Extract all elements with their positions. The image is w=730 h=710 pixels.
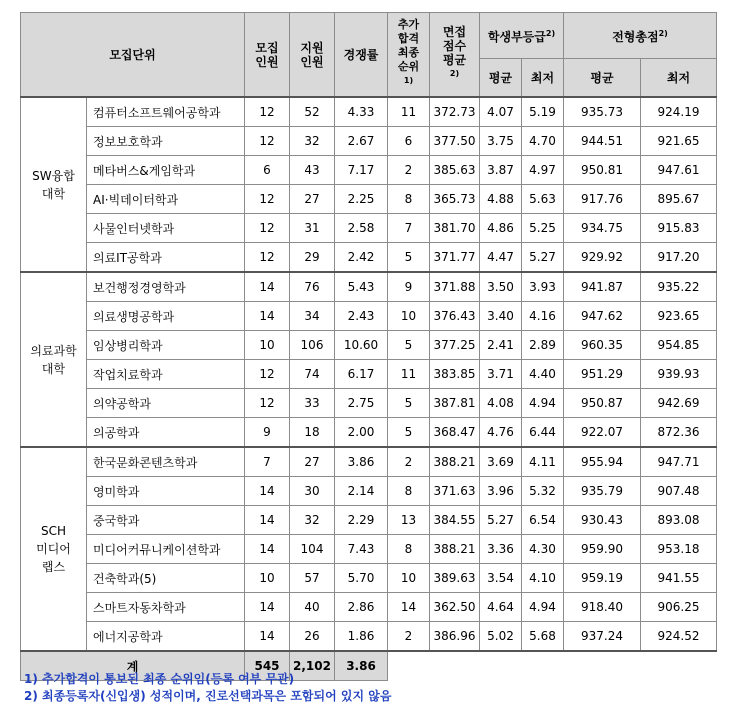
cell-interview: 377.50	[430, 127, 480, 156]
cell-interview: 372.73	[430, 97, 480, 127]
cell-total-min: 893.08	[641, 506, 717, 535]
major-name: 정보보호학과	[87, 127, 245, 156]
cell-apply: 32	[290, 127, 335, 156]
cell-grade-min: 5.32	[522, 477, 564, 506]
cell-grade-min: 4.97	[522, 156, 564, 185]
cell-ratio: 2.86	[335, 593, 388, 622]
major-name: 영미학과	[87, 477, 245, 506]
cell-rank: 7	[388, 214, 430, 243]
table-row	[21, 535, 717, 564]
cell-grade-min: 6.44	[522, 418, 564, 448]
cell-grade-min: 4.94	[522, 389, 564, 418]
cell-rank: 11	[388, 97, 430, 127]
cell-grade-avg: 3.71	[480, 360, 522, 389]
cell-grade-min: 4.40	[522, 360, 564, 389]
cell-grade-min: 4.70	[522, 127, 564, 156]
table-header	[21, 13, 717, 98]
cell-recruit: 12	[245, 127, 290, 156]
cell-interview: 386.96	[430, 622, 480, 652]
cell-total-min: 939.93	[641, 360, 717, 389]
cell-total-avg: 930.43	[564, 506, 641, 535]
cell-recruit: 12	[245, 185, 290, 214]
cell-grade-min: 3.93	[522, 272, 564, 302]
major-name: 컴퓨터소프트웨어공학과	[87, 97, 245, 127]
cell-grade-avg: 3.75	[480, 127, 522, 156]
cell-apply: 57	[290, 564, 335, 593]
cell-rank: 5	[388, 331, 430, 360]
cell-apply: 52	[290, 97, 335, 127]
cell-interview: 368.47	[430, 418, 480, 448]
cell-total-min: 907.48	[641, 477, 717, 506]
cell-total-avg: 922.07	[564, 418, 641, 448]
major-name: 메타버스&게임학과	[87, 156, 245, 185]
cell-grade-avg: 4.64	[480, 593, 522, 622]
cell-apply: 18	[290, 418, 335, 448]
cell-apply: 76	[290, 272, 335, 302]
cell-total-avg: 960.35	[564, 331, 641, 360]
cell-ratio: 7.43	[335, 535, 388, 564]
cell-apply: 27	[290, 185, 335, 214]
cell-apply: 106	[290, 331, 335, 360]
cell-grade-avg: 3.96	[480, 477, 522, 506]
cell-rank: 5	[388, 418, 430, 448]
table-row	[21, 477, 717, 506]
college-name: SCH 미디어 랩스	[21, 447, 87, 651]
cell-total-avg: 955.94	[564, 447, 641, 477]
cell-rank: 2	[388, 447, 430, 477]
cell-recruit: 14	[245, 477, 290, 506]
cell-ratio: 2.00	[335, 418, 388, 448]
major-name: 임상병리학과	[87, 331, 245, 360]
cell-interview: 384.55	[430, 506, 480, 535]
header-grade-avg: 평균	[480, 59, 522, 98]
cell-recruit: 14	[245, 506, 290, 535]
college-name: SW융합 대학	[21, 97, 87, 272]
cell-interview: 376.43	[430, 302, 480, 331]
cell-total-min: 924.52	[641, 622, 717, 652]
table-row	[21, 272, 717, 302]
college-name: 의료과학 대학	[21, 272, 87, 447]
cell-interview: 371.77	[430, 243, 480, 273]
cell-grade-avg: 5.27	[480, 506, 522, 535]
cell-rank: 8	[388, 535, 430, 564]
cell-apply: 74	[290, 360, 335, 389]
cell-total-avg: 934.75	[564, 214, 641, 243]
cell-total-avg: 950.87	[564, 389, 641, 418]
cell-total-avg: 929.92	[564, 243, 641, 273]
total-apply: 2,102	[290, 651, 335, 681]
cell-recruit: 14	[245, 302, 290, 331]
header-recruit: 모집 인원	[245, 13, 290, 98]
cell-grade-avg: 3.87	[480, 156, 522, 185]
header-total-avg: 평균	[564, 59, 641, 98]
table-row	[21, 331, 717, 360]
cell-ratio: 5.43	[335, 272, 388, 302]
cell-apply: 34	[290, 302, 335, 331]
cell-interview: 371.88	[430, 272, 480, 302]
cell-total-min: 923.65	[641, 302, 717, 331]
cell-grade-avg: 2.41	[480, 331, 522, 360]
table-row	[21, 156, 717, 185]
header-interview: 면접 점수 평균 $^{2)}$	[430, 13, 480, 98]
cell-interview: 385.63	[430, 156, 480, 185]
cell-grade-min: 2.89	[522, 331, 564, 360]
cell-recruit: 12	[245, 97, 290, 127]
cell-apply: 32	[290, 506, 335, 535]
cell-grade-avg: 3.36	[480, 535, 522, 564]
cell-ratio: 2.14	[335, 477, 388, 506]
header-addrank: 추가 합격 최종 순위 $^{1)}$	[388, 13, 430, 98]
cell-grade-min: 5.63	[522, 185, 564, 214]
header-unit: 모집단위	[21, 13, 245, 98]
cell-apply: 40	[290, 593, 335, 622]
total-recruit: 545	[245, 651, 290, 681]
cell-apply: 31	[290, 214, 335, 243]
table-row	[21, 418, 717, 448]
table-row	[21, 564, 717, 593]
header-total: 전형총점$^{2)}$	[564, 13, 717, 59]
cell-ratio: 7.17	[335, 156, 388, 185]
table-row	[21, 214, 717, 243]
cell-grade-avg: 4.88	[480, 185, 522, 214]
table-body	[21, 97, 717, 681]
total-label: 계	[21, 651, 245, 681]
cell-grade-avg: 4.07	[480, 97, 522, 127]
cell-grade-min: 4.30	[522, 535, 564, 564]
cell-interview: 362.50	[430, 593, 480, 622]
table-row	[21, 302, 717, 331]
cell-grade-avg: 4.86	[480, 214, 522, 243]
cell-rank: 5	[388, 243, 430, 273]
cell-grade-avg: 4.47	[480, 243, 522, 273]
cell-rank: 8	[388, 477, 430, 506]
cell-grade-min: 5.27	[522, 243, 564, 273]
table-row	[21, 506, 717, 535]
cell-recruit: 14	[245, 535, 290, 564]
cell-total-avg: 944.51	[564, 127, 641, 156]
cell-rank: 14	[388, 593, 430, 622]
cell-total-avg: 950.81	[564, 156, 641, 185]
cell-apply: 27	[290, 447, 335, 477]
cell-grade-avg: 5.02	[480, 622, 522, 652]
header-total-min: 최저	[641, 59, 717, 98]
table-row	[21, 622, 717, 652]
cell-total-min: 942.69	[641, 389, 717, 418]
cell-ratio: 6.17	[335, 360, 388, 389]
cell-interview: 387.81	[430, 389, 480, 418]
major-name: 사물인터넷학과	[87, 214, 245, 243]
cell-apply: 29	[290, 243, 335, 273]
table-row	[21, 593, 717, 622]
cell-ratio: 2.29	[335, 506, 388, 535]
cell-interview: 371.63	[430, 477, 480, 506]
cell-interview: 365.73	[430, 185, 480, 214]
table-row	[21, 389, 717, 418]
cell-grade-avg: 4.76	[480, 418, 522, 448]
major-name: 작업치료학과	[87, 360, 245, 389]
major-name: 의약공학과	[87, 389, 245, 418]
cell-ratio: 5.70	[335, 564, 388, 593]
cell-rank: 13	[388, 506, 430, 535]
footnote-2: 2) 최종등록자(신입생) 성적이며, 진로선택과목은 포함되어 있지 않음	[24, 689, 392, 703]
cell-ratio: 10.60	[335, 331, 388, 360]
cell-recruit: 12	[245, 389, 290, 418]
cell-interview: 383.85	[430, 360, 480, 389]
major-name: 스마트자동차학과	[87, 593, 245, 622]
cell-rank: 2	[388, 622, 430, 652]
cell-apply: 33	[290, 389, 335, 418]
cell-grade-min: 5.25	[522, 214, 564, 243]
cell-total-avg: 935.79	[564, 477, 641, 506]
cell-total-avg: 937.24	[564, 622, 641, 652]
major-name: 중국학과	[87, 506, 245, 535]
major-name: 에너지공학과	[87, 622, 245, 652]
cell-recruit: 12	[245, 214, 290, 243]
major-name: 보건행정경영학과	[87, 272, 245, 302]
table-row	[21, 185, 717, 214]
cell-total-avg: 918.40	[564, 593, 641, 622]
cell-recruit: 14	[245, 272, 290, 302]
major-name: AI·빅데이터학과	[87, 185, 245, 214]
cell-total-min: 924.19	[641, 97, 717, 127]
cell-recruit: 7	[245, 447, 290, 477]
cell-rank: 6	[388, 127, 430, 156]
table-row	[21, 243, 717, 273]
cell-total-min: 947.61	[641, 156, 717, 185]
admission-results-table	[20, 12, 717, 681]
footnotes	[24, 671, 391, 705]
cell-total-avg: 941.87	[564, 272, 641, 302]
major-name: 미디어커뮤니케이션학과	[87, 535, 245, 564]
cell-ratio: 2.43	[335, 302, 388, 331]
cell-grade-avg: 3.69	[480, 447, 522, 477]
cell-rank: 10	[388, 564, 430, 593]
cell-grade-min: 6.54	[522, 506, 564, 535]
cell-total-min: 953.18	[641, 535, 717, 564]
cell-total-avg: 935.73	[564, 97, 641, 127]
cell-rank: 10	[388, 302, 430, 331]
cell-total-min: 906.25	[641, 593, 717, 622]
cell-recruit: 12	[245, 243, 290, 273]
cell-grade-avg: 4.08	[480, 389, 522, 418]
cell-total-min: 915.83	[641, 214, 717, 243]
cell-grade-avg: 3.40	[480, 302, 522, 331]
cell-total-min: 872.36	[641, 418, 717, 448]
cell-ratio: 2.58	[335, 214, 388, 243]
cell-apply: 43	[290, 156, 335, 185]
cell-interview: 388.21	[430, 535, 480, 564]
cell-total-min: 941.55	[641, 564, 717, 593]
cell-apply: 26	[290, 622, 335, 652]
cell-recruit: 12	[245, 360, 290, 389]
header-grade-min: 최저	[522, 59, 564, 98]
cell-total-avg: 917.76	[564, 185, 641, 214]
cell-rank: 8	[388, 185, 430, 214]
cell-interview: 388.21	[430, 447, 480, 477]
cell-ratio: 2.67	[335, 127, 388, 156]
cell-total-min: 947.71	[641, 447, 717, 477]
footnote-1: 1) 추가합격이 통보된 최종 순위임(등록 여부 무관)	[24, 672, 295, 686]
cell-rank: 11	[388, 360, 430, 389]
cell-total-min: 935.22	[641, 272, 717, 302]
cell-grade-avg: 3.50	[480, 272, 522, 302]
cell-ratio: 2.75	[335, 389, 388, 418]
cell-grade-min: 5.19	[522, 97, 564, 127]
cell-rank: 5	[388, 389, 430, 418]
cell-ratio: 1.86	[335, 622, 388, 652]
cell-grade-avg: 3.54	[480, 564, 522, 593]
cell-recruit: 6	[245, 156, 290, 185]
cell-recruit: 14	[245, 593, 290, 622]
cell-interview: 381.70	[430, 214, 480, 243]
major-name: 의료생명공학과	[87, 302, 245, 331]
cell-grade-min: 4.16	[522, 302, 564, 331]
cell-recruit: 9	[245, 418, 290, 448]
cell-total-min: 921.65	[641, 127, 717, 156]
cell-ratio: 3.86	[335, 447, 388, 477]
cell-recruit: 10	[245, 564, 290, 593]
major-name: 건축학과(5)	[87, 564, 245, 593]
cell-ratio: 2.25	[335, 185, 388, 214]
cell-grade-min: 4.10	[522, 564, 564, 593]
cell-total-avg: 951.29	[564, 360, 641, 389]
cell-rank: 9	[388, 272, 430, 302]
major-name: 한국문화콘텐츠학과	[87, 447, 245, 477]
header-grade: 학생부등급$^{2)}$	[480, 13, 564, 59]
cell-interview: 377.25	[430, 331, 480, 360]
cell-rank: 2	[388, 156, 430, 185]
table-row	[21, 127, 717, 156]
cell-total-min: 954.85	[641, 331, 717, 360]
cell-recruit: 14	[245, 622, 290, 652]
total-ratio: 3.86	[335, 651, 388, 681]
cell-total-avg: 959.90	[564, 535, 641, 564]
total-empty	[388, 651, 717, 681]
cell-total-min: 895.67	[641, 185, 717, 214]
header-ratio: 경쟁률	[335, 13, 388, 98]
cell-grade-min: 4.94	[522, 593, 564, 622]
cell-total-min: 917.20	[641, 243, 717, 273]
cell-recruit: 10	[245, 331, 290, 360]
cell-apply: 30	[290, 477, 335, 506]
cell-grade-min: 4.11	[522, 447, 564, 477]
cell-ratio: 4.33	[335, 97, 388, 127]
cell-total-avg: 959.19	[564, 564, 641, 593]
header-apply: 지원 인원	[290, 13, 335, 98]
cell-grade-min: 5.68	[522, 622, 564, 652]
cell-total-avg: 947.62	[564, 302, 641, 331]
cell-interview: 389.63	[430, 564, 480, 593]
table-row	[21, 447, 717, 477]
major-name: 의료IT공학과	[87, 243, 245, 273]
table-row	[21, 360, 717, 389]
table-row	[21, 97, 717, 127]
major-name: 의공학과	[87, 418, 245, 448]
cell-ratio: 2.42	[335, 243, 388, 273]
cell-apply: 104	[290, 535, 335, 564]
